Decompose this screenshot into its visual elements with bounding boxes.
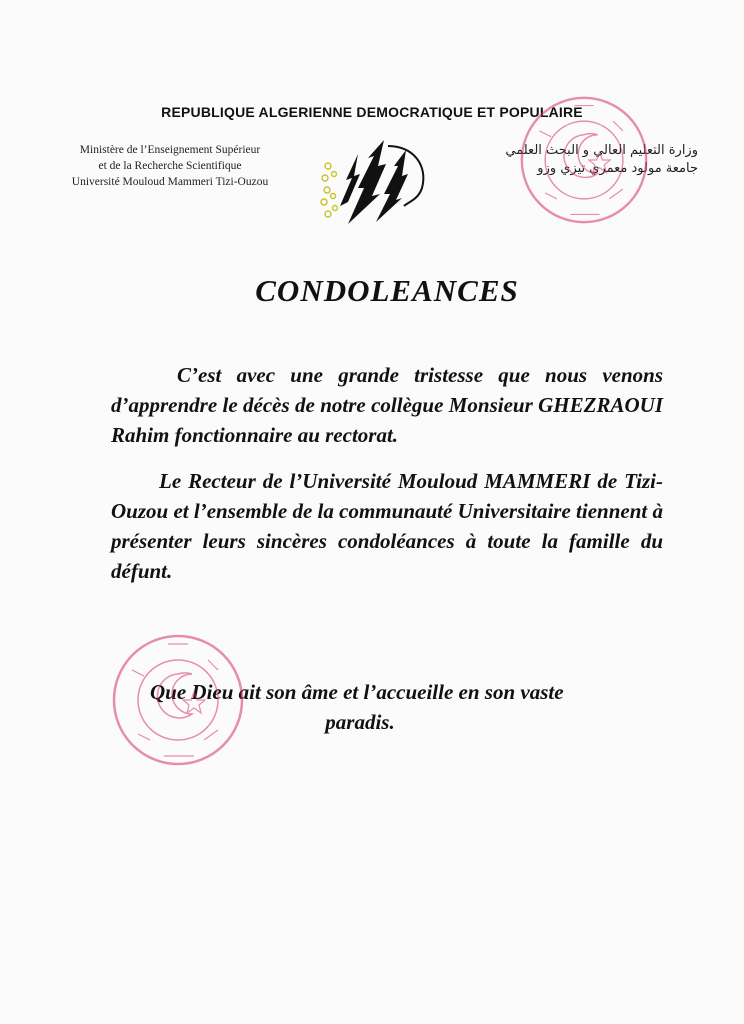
university-line-ar: جامعة مولود معمري تيزي وزو — [537, 161, 698, 176]
body-paragraph: Le Recteur de l’Université Mouloud MAMMERI de Tizi-Ouzou et l’ensemble de la communauté Universitaire tiennent à présenter leurs sincères condoléances à toute la famille du défunt. — [111, 469, 663, 583]
official-stamp-top — [516, 92, 652, 228]
official-stamp-bottom — [108, 630, 248, 770]
closing-line: paradis. — [325, 710, 395, 734]
ministry-line-ar: وزارة التعليم العالي و البحث العلمي — [505, 143, 698, 158]
ministry-line: Ministère de l’Enseignement Supérieur — [79, 144, 261, 156]
body-paragraph: C’est avec une grande tristesse que nous venons d’apprendre le décès de notre collègue Monsieur GHEZRAOUI Rahim fonctionnaire au rectorat. — [111, 363, 663, 447]
university-line: Université Mouloud Mammeri Tizi-Ouzou — [71, 176, 269, 188]
republic-header: REPUBLIQUE ALGERIENNE DEMOCRATIQUE ET POPULAIRE — [161, 104, 583, 120]
closing-line: Que Dieu ait son âme et l’accueille en son vaste — [150, 680, 564, 704]
document-body — [111, 360, 663, 586]
university-logo — [318, 136, 436, 228]
ministry-header-fr — [40, 142, 300, 190]
ministry-line: et de la Recherche Scientifique — [98, 160, 242, 172]
document-title: CONDOLEANCES — [255, 273, 519, 308]
